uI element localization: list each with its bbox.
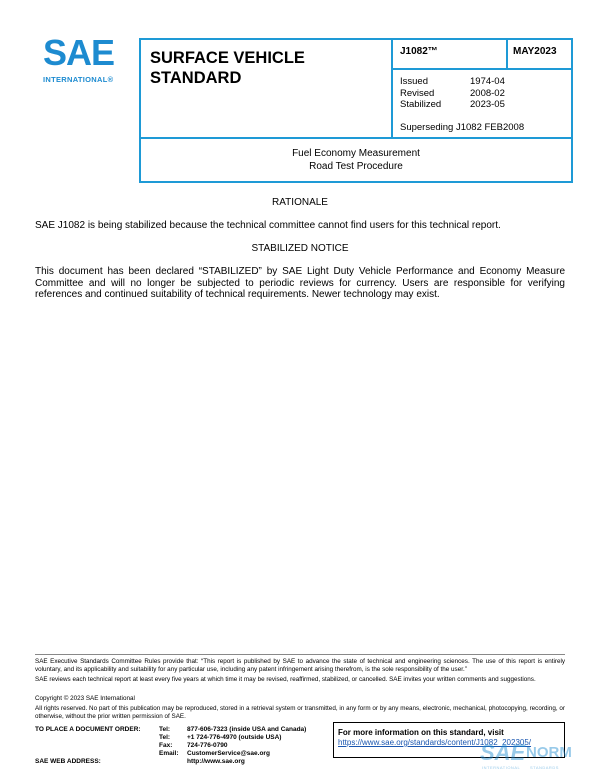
date-label: Revised	[400, 87, 435, 99]
web-label: SAE WEB ADDRESS:	[35, 758, 101, 765]
copyright-text: Copyright © 2023 SAE International	[35, 695, 135, 702]
info-title: For more information on this standard, visit	[338, 728, 504, 737]
date-row-revised	[400, 88, 505, 100]
rights-text: All rights reserved. No part of this publication may be reproduced, stored in a retrieval system or transmitted, in any form or by any means, electronic, mechanical, photocopying, recording, or otherwise, without the prior written permission of SAE.	[35, 705, 565, 720]
review-text: SAE reviews each technical report at least every five years at which time it may be revised, reaffirmed, stabilized, or cancelled. SAE invites your written comments and suggestions.	[35, 676, 536, 683]
notice-text: This document has been declared “STABILIZED” by SAE Light Duty Vehicle Performance and Economy Measure Committee and will no longer be subjected to periodic reviews for currency. Users are responsible for verifying references and continued suitability of technical requirements. Newer technology may exist.	[35, 266, 565, 300]
contact-row	[35, 734, 306, 742]
contact-key: Email:	[159, 750, 179, 757]
revision-dates	[400, 76, 505, 111]
rationale-heading: RATIONALE	[272, 197, 328, 208]
logo-word: SAE	[43, 32, 115, 73]
watermark-brand: SAE	[480, 740, 526, 765]
title-line-1: Fuel Economy Measurement	[292, 148, 420, 159]
contact-email-link[interactable]: CustomerService@sae.org	[187, 750, 270, 757]
date-row-stabilized	[400, 99, 505, 111]
contact-row	[35, 726, 306, 734]
contact-value: 724-776-0790	[187, 742, 228, 749]
footer-divider	[35, 654, 565, 655]
watermark-sub-left: INTERNATIONAL	[482, 765, 521, 770]
date-value: 2008-02	[470, 87, 505, 99]
web-address-link[interactable]: http://www.sae.org	[187, 758, 245, 765]
order-label: TO PLACE A DOCUMENT ORDER:	[35, 726, 141, 733]
doc-number: J1082™	[400, 46, 438, 57]
contact-value: +1 724-776-4970 (outside USA)	[187, 734, 282, 741]
sae-logo	[37, 33, 127, 89]
superseding-note: Superseding J1082 FEB2008	[400, 122, 525, 133]
title-line-2: Road Test Procedure	[309, 160, 403, 172]
contact-key: Fax:	[159, 742, 173, 749]
date-row-issued	[400, 76, 505, 88]
contact-row	[35, 758, 306, 766]
order-contacts	[35, 726, 306, 766]
rationale-text: SAE J1082 is being stabilized because the technical committee cannot find users for this technical report.	[35, 220, 501, 231]
date-label: Issued	[400, 76, 428, 87]
date-value: 1974-04	[470, 76, 505, 87]
notice-heading: STABILIZED NOTICE	[251, 243, 349, 254]
standard-link[interactable]: https://www.sae.org/standards/content/J1082_202305/	[338, 738, 532, 747]
rules-text: SAE Executive Standards Committee Rules provide that: “This report is published by SAE to advance the state of technical and engineering sciences. The use of this report is entirely voluntary, and its applicability and suitability for any particular use, including any patent infringement arising therefrom, is the sole responsibility of the user.”	[35, 658, 565, 673]
contact-row	[35, 750, 306, 758]
contact-value: 877-606-7323 (inside USA and Canada)	[187, 726, 307, 733]
doc-type: SURFACE VEHICLE STANDARD	[150, 49, 305, 87]
contact-key: Tel:	[159, 726, 171, 733]
watermark-name: NORM	[526, 744, 572, 761]
contact-row	[35, 742, 306, 750]
date-value: 2023-05	[470, 99, 505, 110]
logo-subtitle: INTERNATIONAL®	[43, 75, 114, 84]
contact-key: Tel:	[159, 734, 171, 741]
sae-norm-watermark	[480, 741, 590, 771]
document-title	[139, 148, 573, 173]
date-label: Stabilized	[400, 99, 442, 110]
watermark-sub-right: STANDARDS	[530, 765, 559, 770]
doc-date: MAY2023	[513, 46, 557, 57]
